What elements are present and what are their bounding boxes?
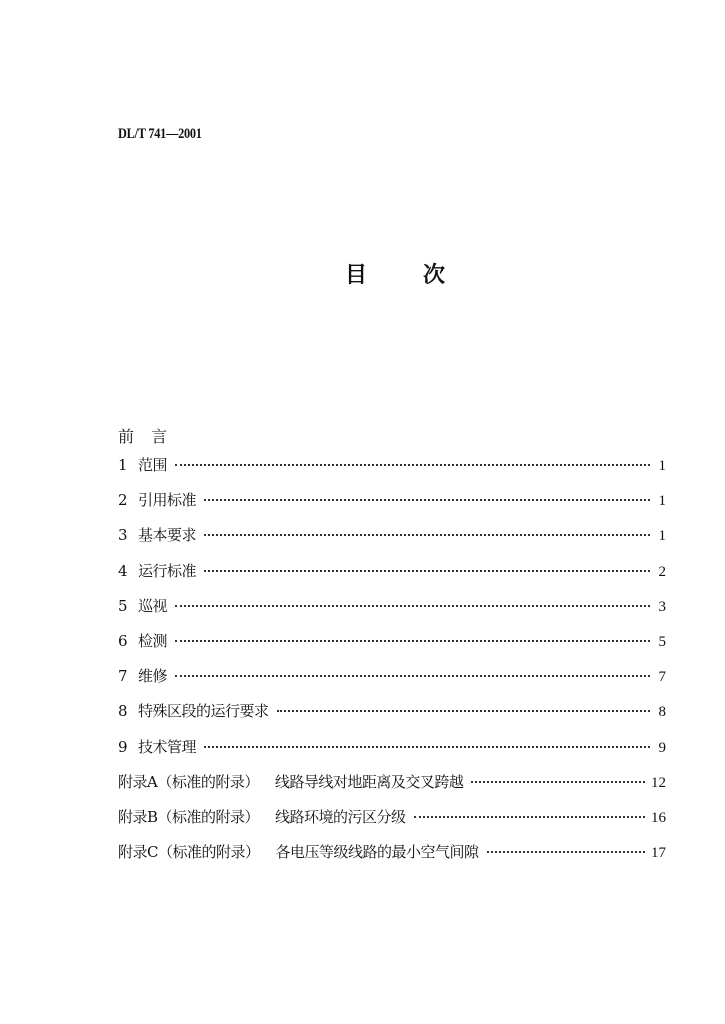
- toc-leader-dots: [204, 534, 650, 536]
- toc-entry-basic-requirements: [118, 524, 666, 559]
- toc-appendix-c: [118, 841, 666, 876]
- toc-entry-label: 维修: [138, 667, 168, 686]
- toc-entry-label: 检测: [138, 631, 168, 650]
- toc-entry-page: 1: [658, 493, 666, 510]
- toc-entry-page: 3: [658, 598, 666, 615]
- toc-leader-dots: [487, 851, 646, 853]
- toc-appendix-a: [118, 771, 666, 806]
- toc-entry-number: 4: [118, 561, 128, 580]
- toc-leader-dots: [175, 605, 650, 607]
- toc-leader-dots: [414, 816, 645, 818]
- toc-leader-dots: [277, 710, 650, 712]
- toc-entry-maintenance: [118, 665, 666, 700]
- toc-leader-dots: [175, 464, 650, 466]
- toc-leader-dots: [204, 746, 650, 748]
- toc-entry-page: 12: [651, 774, 666, 791]
- toc-entry-label: 巡视: [138, 596, 168, 615]
- toc-entry-page: 1: [658, 458, 666, 474]
- toc-entry-number: 6: [118, 631, 128, 650]
- toc-leader-dots: [204, 570, 650, 572]
- toc-entry-number: 8: [118, 702, 128, 721]
- toc-entry-label: 技术管理: [138, 737, 197, 756]
- toc-title-char-2: 次: [422, 262, 445, 288]
- toc-title: [345, 258, 445, 289]
- toc-title-char-1: 目: [345, 262, 368, 288]
- toc-entry-page: 7: [658, 669, 666, 686]
- toc-entry-page: 2: [658, 563, 666, 580]
- toc-entry-number: 2: [118, 491, 128, 510]
- toc-entry-number: 3: [118, 526, 128, 545]
- toc-appendix-label: 线路导线对地距离及交叉跨越: [274, 772, 464, 791]
- toc-appendix-b: [118, 806, 666, 841]
- toc-entry-scope: [118, 454, 666, 489]
- preface-entry: 前 言: [118, 427, 174, 446]
- toc-appendix-prefix: 附录A（标准的附录）: [118, 772, 259, 791]
- toc-entry-label: 基本要求: [138, 526, 197, 545]
- toc-entry-number: 7: [118, 667, 128, 686]
- toc-entry-page: 5: [658, 633, 666, 650]
- toc-list: [118, 454, 666, 876]
- document-code: DL/T 741—2001: [118, 126, 202, 142]
- toc-appendix-label: 各电压等级线路的最小空气间隙: [275, 843, 479, 862]
- toc-entry-label: 引用标准: [138, 491, 197, 510]
- toc-entry-page: 9: [658, 739, 666, 756]
- toc-entry-page: 17: [651, 845, 666, 862]
- toc-entry-page: 16: [651, 809, 666, 826]
- toc-entry-technical-management: [118, 736, 666, 771]
- toc-appendix-prefix: 附录C（标准的附录）: [118, 843, 260, 862]
- toc-entry-page: 8: [658, 704, 666, 721]
- toc-entry-label: 运行标准: [138, 561, 197, 580]
- toc-entry-patrol: [118, 595, 666, 630]
- toc-appendix-prefix: 附录B（标准的附录）: [118, 807, 260, 826]
- toc-entry-inspection: [118, 630, 666, 665]
- toc-leader-dots: [175, 640, 650, 642]
- toc-entry-operation-standards: [118, 560, 666, 595]
- toc-leader-dots: [204, 499, 650, 501]
- toc-leader-dots: [471, 781, 645, 783]
- toc-leader-dots: [175, 675, 650, 677]
- toc-entry-number: 9: [118, 737, 128, 756]
- toc-appendix-label: 线路环境的污区分级: [275, 807, 406, 826]
- toc-entry-number: 1: [118, 456, 128, 474]
- toc-entry-references: [118, 489, 666, 524]
- toc-entry-page: 1: [658, 528, 666, 545]
- toc-entry-number: 5: [118, 596, 128, 615]
- toc-entry-label: 范围: [138, 456, 168, 474]
- toc-entry-special-sections: [118, 700, 666, 735]
- toc-entry-label: 特殊区段的运行要求: [138, 702, 269, 721]
